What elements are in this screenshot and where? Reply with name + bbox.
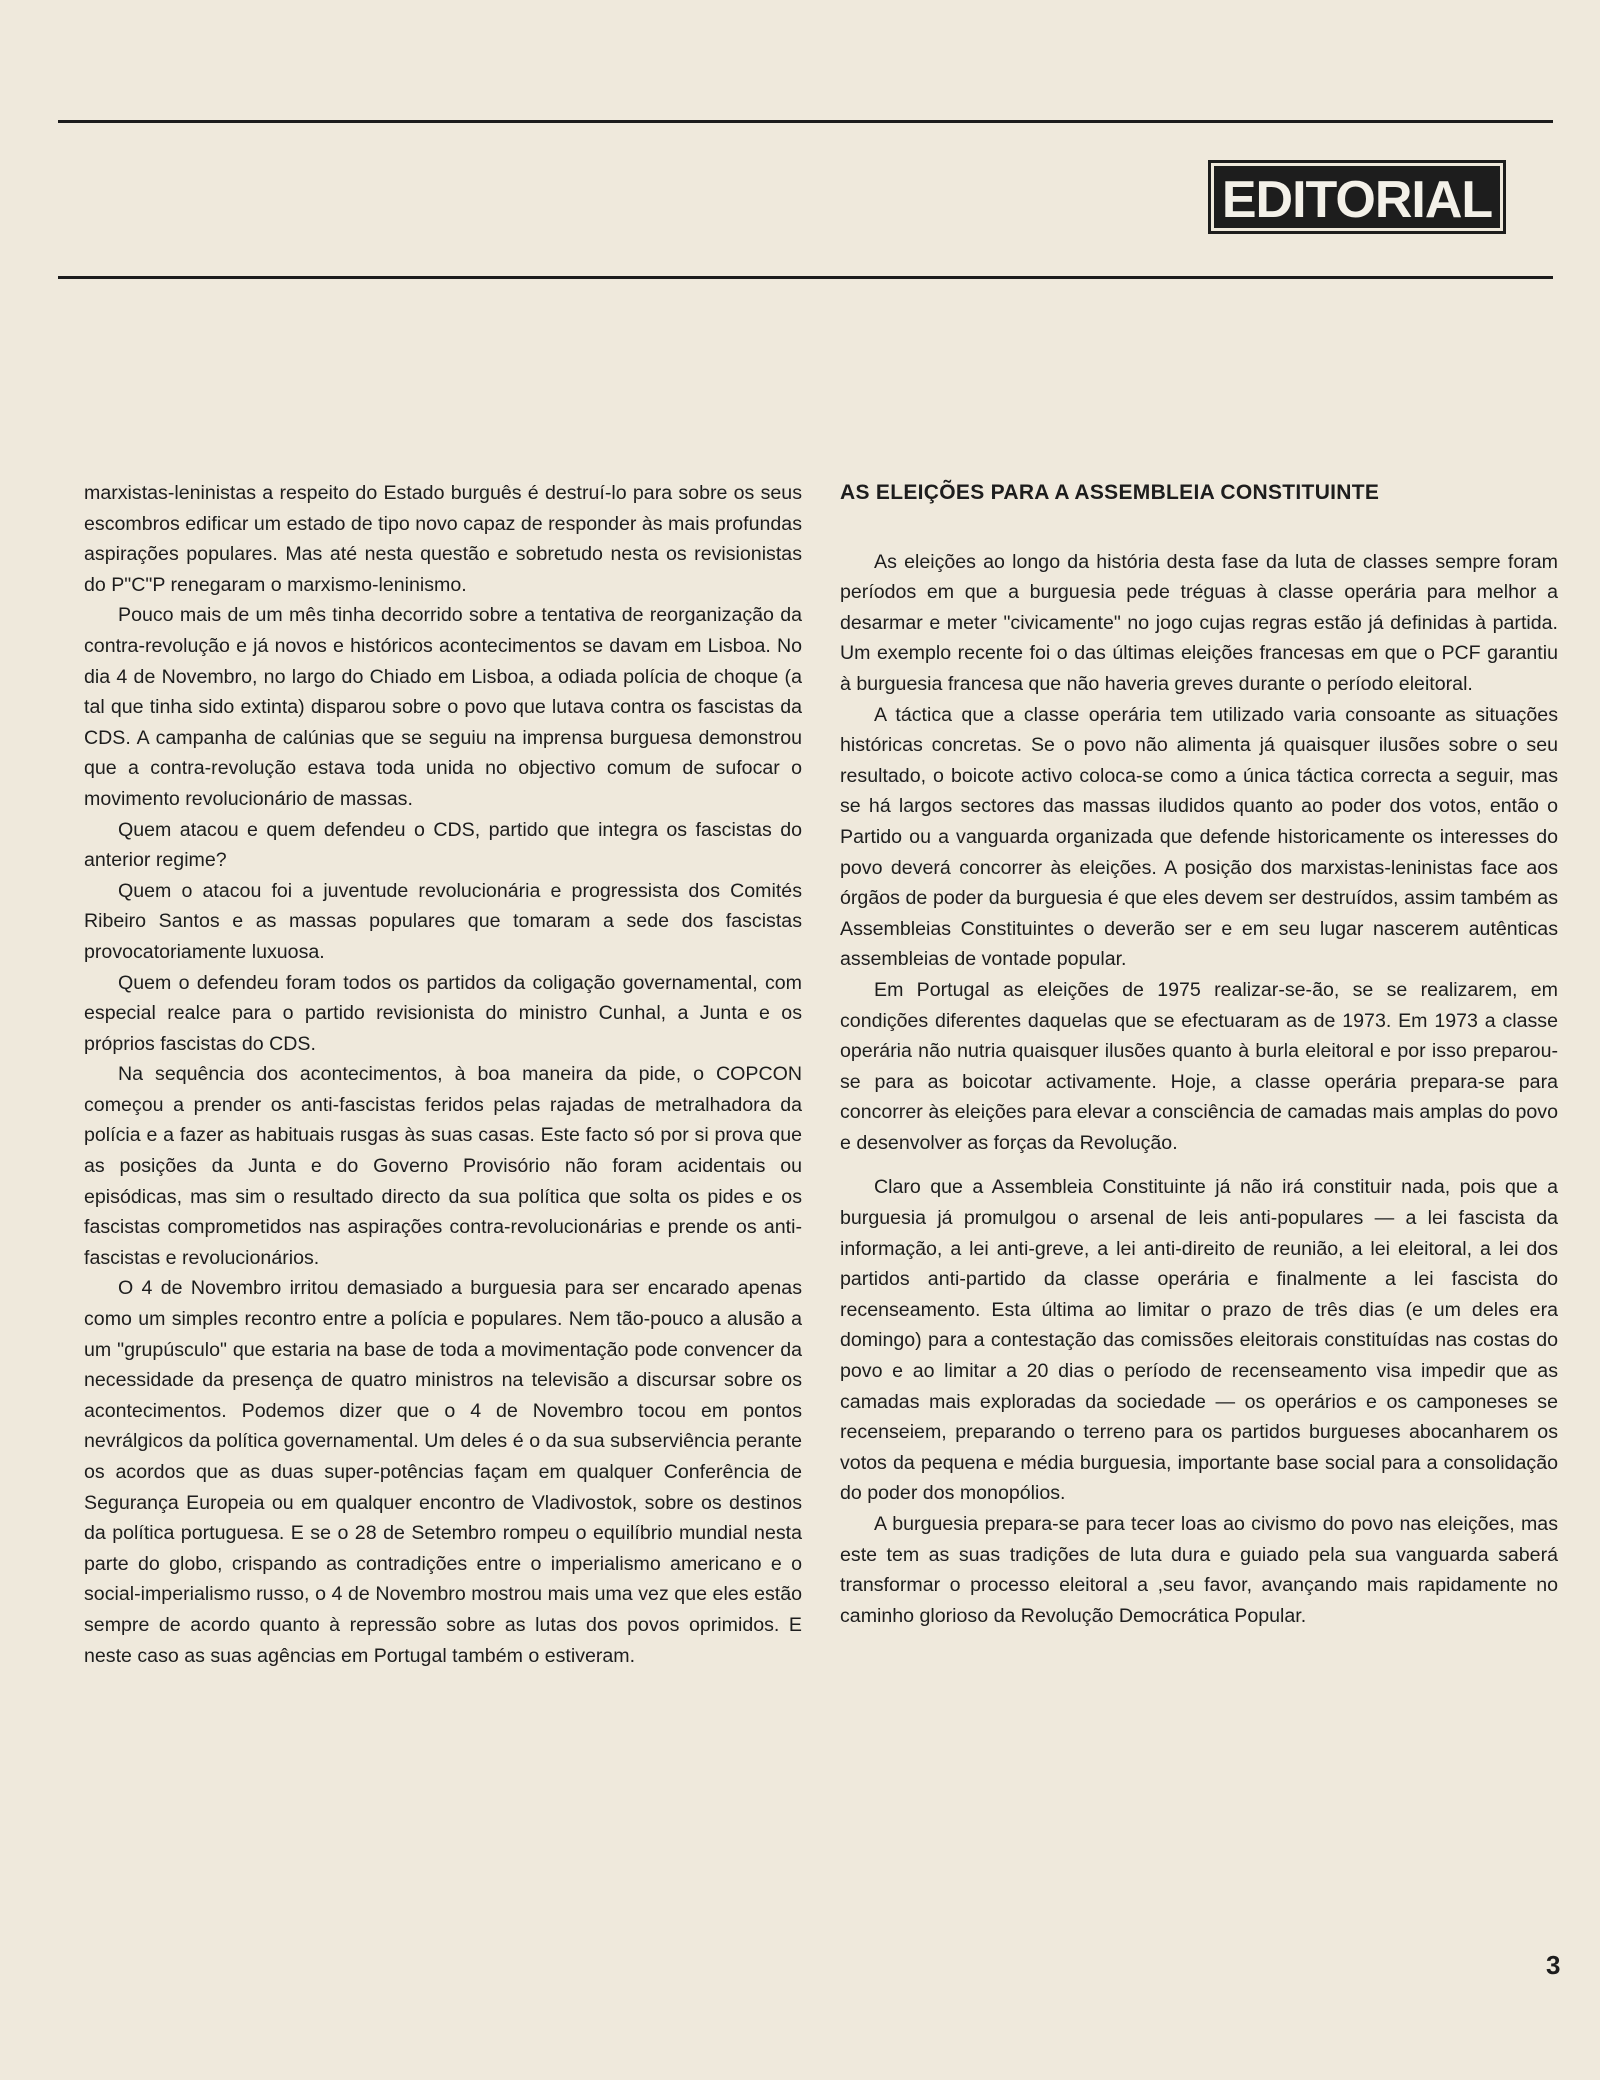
right-column xyxy=(840,478,1558,1631)
header-top-rule xyxy=(58,120,1553,123)
left-paragraph-6: Na sequência dos acontecimentos, à boa maneira da pide, o COPCON começou a prender os anti-fascistas feridos pelas rajadas de metralhadora da polícia e a fazer as habituais rusgas às suas casas. Este facto só por si prova que as posições da Junta e do Governo Provisório não foram acidentais ou episódicas, mas sim o resultado directo da sua política que solta os pides e os fascistas comprometidos nas aspirações contra-revolucionárias e prende os anti-fascistas e revolucionários. xyxy=(84,1063,802,1269)
left-paragraph-7: O 4 de Novembro irritou demasiado a burguesia para ser encarado apenas como um simples recontro entre a polícia e populares. Nem tão-pouco a alusão a um "grupúsculo" que estaria na base de toda a movimentação pode convencer da necessidade da presença de quatro ministros na televisão a discursar sobre os acontecimentos. Podemos dizer que o 4 de Novembro tocou em pontos nevrálgicos da política governamental. Um deles é o da sua subserviência perante os acordos que as duas super-potências façam em qualquer Conferência de Segurança Europeia ou em qualquer encontro de Vladivostok, sobre os destinos da política portuguesa. E se o 28 de Setembro rompeu o equilíbrio mundial nesta parte do globo, crispando as contradições entre o imperialismo americano e o social-imperialismo russo, o 4 de Novembro mostrou mais uma vez que eles estão sempre de acordo quanto à repressão sobre as lutas dos povos oprimidos. E neste caso as suas agências em Portugal também o estiveram. xyxy=(84,1277,802,1667)
right-paragraph-1: As eleições ao longo da história desta fase da luta de classes sempre foram períodos em que a burguesia pede tréguas à classe operária para melhor a desarmar e meter "civicamente" no jogo cujas regras estão já definidas à partida. Um exemplo recente foi o das últimas eleições francesas em que o PCF garantiu à burguesia francesa que não haveria greves durante o período eleitoral. xyxy=(840,550,1558,695)
right-paragraph-4: Claro que a Assembleia Constituinte já não irá constituir nada, pois que a burguesia já promulgou o arsenal de leis anti-populares — a lei fascista da informação, a lei anti-greve, a lei anti-direito de reunião, a lei eleitoral, a lei dos partidos anti-partido da classe operária e finalmente a lei fascista do recenseamento. Esta última ao limitar o prazo de três dias (e um deles era domingo) para a contestação das comissões eleitorais constituídas nas costas do povo e ao limitar a 20 dias o período de recenseamento visa impedir que as camadas mais exploradas da sociedade — os operários e os camponeses se recenseiem, preparando o terreno para os partidos burgueses abocanharem os votos da pequena e média burguesia, importante base social para a consolidação do poder dos monopólios. xyxy=(840,1176,1558,1505)
section-heading: AS ELEIÇÕES PARA A ASSEMBLEIA CONSTITUINTE xyxy=(840,481,1380,504)
left-paragraph-3: Quem atacou e quem defendeu o CDS, partido que integra os fascistas do anterior regime? xyxy=(84,818,802,872)
right-paragraph-2: A táctica que a classe operária tem utilizado varia consoante as situações históricas concretas. Se o povo não alimenta já quaisquer ilusões sobre o seu resultado, o boicote activo coloca-se como a única táctica correcta a seguir, mas se há largos sectores das massas iludidos quanto ao poder dos votos, então o Partido ou a vanguarda organizada que defende historicamente os interesses do povo deverá concorrer às eleições. A posição dos marxistas-leninistas face aos órgãos de poder da burguesia é que eles devem ser destruídos, assim também as Assembleias Constituintes o deverão ser e em seu lugar nascerem autênticas assembleias de vontade popular. xyxy=(840,703,1558,971)
left-paragraph-1: marxistas-leninistas a respeito do Estado burguês é destruí-lo para sobre os seus escombros edificar um estado de tipo novo capaz de responder às mais profundas aspirações populares. Mas até nesta questão e sobretudo nesta os revisionistas do P"C"P renegaram o marxismo-leninismo. xyxy=(84,482,802,596)
editorial-badge: EDITORIAL xyxy=(1208,160,1506,234)
right-paragraph-5: A burguesia prepara-se para tecer loas ao civismo do povo nas eleições, mas este tem as suas tradições de luta dura e guiado pela sua vanguarda saberá transformar o processo eleitoral a ,seu favor, avançando mais rapidamente no caminho glorioso da Revolução Democrática Popular. xyxy=(840,1513,1558,1627)
left-paragraph-2: Pouco mais de um mês tinha decorrido sobre a tentativa de reorganização da contra-revolução e já novos e históricos acontecimentos se davam em Lisboa. No dia 4 de Novembro, no largo do Chiado em Lisboa, a odiada polícia de choque (a tal que tinha sido extinta) disparou sobre o povo que lutava contra os fascistas da CDS. A campanha de calúnias que se seguiu na imprensa burguesa demonstrou que a contra-revolução estava toda unida no objectivo comum de sufocar o movimento revolucionário de massas. xyxy=(84,604,802,810)
page-number: 3 xyxy=(1546,1950,1561,1980)
left-paragraph-4: Quem o atacou foi a juventude revolucionária e progressista dos Comités Ribeiro Santos e as massas populares que tomaram a sede dos fascistas provocatoriamente luxuosa. xyxy=(84,879,802,963)
left-paragraph-5: Quem o defendeu foram todos os partidos da coligação governamental, com especial realce para o partido revisionista do ministro Cunhal, a Junta e os próprios fascistas do CDS. xyxy=(84,971,802,1055)
right-paragraph-3: Em Portugal as eleições de 1975 realizar-se-ão, se se realizarem, em condições diferentes daquelas que se efectuaram as de 1973. Em 1973 a classe operária não nutria quaisquer ilusões quanto à burla eleitoral e por isso preparou-se para as boicotar activamente. Hoje, a classe operária prepara-se para concorrer às eleições para elevar a consciência de camadas mais amplas do povo e desenvolver as forças da Revolução. xyxy=(840,978,1558,1154)
header-bottom-rule xyxy=(58,276,1553,279)
left-column xyxy=(84,478,802,1671)
